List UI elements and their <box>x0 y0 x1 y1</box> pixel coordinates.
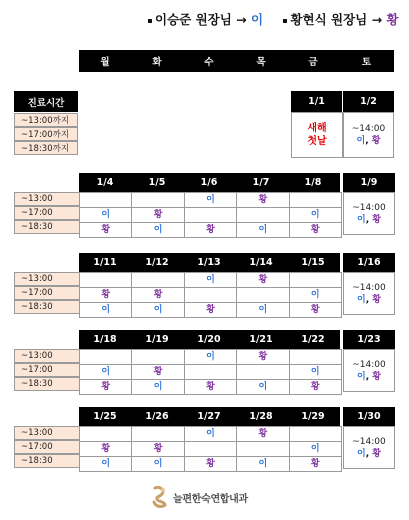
schedule-cell: 이 <box>132 380 184 395</box>
hours-item: ~18:30까지 <box>14 141 78 155</box>
doctor-code: 황 <box>371 136 381 146</box>
doctor-code: 황 <box>372 371 381 382</box>
time-slot-label: ~18:30 <box>14 220 80 234</box>
schedule-cell <box>132 193 184 208</box>
weekday-header-bar <box>79 50 394 72</box>
clinic-logo-icon <box>151 486 169 508</box>
schedule-cell: 황 <box>184 380 236 395</box>
date-header: 1/22 <box>301 334 325 345</box>
table-row <box>80 288 342 303</box>
weekday-mon: 월 <box>100 57 110 68</box>
schedule-cell: 황 <box>80 288 132 303</box>
saturday-cell <box>343 192 395 235</box>
schedule-cell <box>80 350 132 365</box>
doctor-code: 이 <box>356 136 366 146</box>
weekday-tue: 화 <box>152 57 162 68</box>
separator: , <box>365 448 370 459</box>
schedule-cell <box>289 273 341 288</box>
clinic-name: 늘편한숙연합내과 <box>173 493 248 505</box>
schedule-cell: 황 <box>80 442 132 457</box>
schedule-cell: 황 <box>132 208 184 223</box>
schedule-cell: 이 <box>184 427 236 442</box>
schedule-cell <box>237 365 289 380</box>
saturday-cell <box>343 426 395 469</box>
schedule-cell <box>289 350 341 365</box>
schedule-cell: 황 <box>289 457 341 472</box>
schedule-cell: 황 <box>289 223 341 238</box>
schedule-cell: 이 <box>237 303 289 318</box>
week-block <box>14 407 395 470</box>
schedule-cell: 황 <box>184 457 236 472</box>
schedule-cell: 황 <box>184 223 236 238</box>
schedule-cell <box>289 427 341 442</box>
date-header: 1/2 <box>343 91 394 112</box>
date-header: 1/28 <box>249 411 273 422</box>
bullet-square-icon <box>283 19 287 23</box>
week-date-header <box>79 330 340 349</box>
schedule-cell: 황 <box>237 350 289 365</box>
legend-code-hwang: 황 <box>386 12 399 27</box>
time-slot-label: ~13:00 <box>14 426 80 440</box>
table-row <box>80 427 342 442</box>
doctor-code: 이 <box>357 294 366 305</box>
schedule-grid <box>79 349 342 395</box>
schedule-grid <box>79 192 342 238</box>
date-header: 1/7 <box>252 177 270 188</box>
schedule-cell: 황 <box>132 288 184 303</box>
legend-doctor-hwang: 황현식 원장님 → <box>290 12 383 27</box>
date-header: 1/14 <box>249 257 273 268</box>
schedule-cell: 이 <box>184 350 236 365</box>
table-row <box>80 365 342 380</box>
bullet-square-icon <box>148 19 152 23</box>
date-header: 1/30 <box>343 407 395 426</box>
time-slot-label: ~17:00 <box>14 440 80 454</box>
week-date-header <box>79 253 340 272</box>
saturday-hours: ~14:00 <box>351 124 386 134</box>
schedule-cell: 이 <box>289 442 341 457</box>
legend-doctor-lee: 이승준 원장님 → <box>155 12 247 27</box>
schedule-cell: 황 <box>80 380 132 395</box>
table-row <box>80 303 342 318</box>
hours-item: ~17:00까지 <box>14 127 78 141</box>
date-header: 1/15 <box>301 257 325 268</box>
date-header: 1/25 <box>93 411 117 422</box>
saturday-hours: ~14:00 <box>352 282 386 293</box>
schedule-cell: 이 <box>132 303 184 318</box>
schedule-cell <box>184 288 236 303</box>
schedule-cell <box>184 208 236 223</box>
schedule-cell <box>289 193 341 208</box>
saturday-cell <box>343 272 395 315</box>
schedule-cell: 황 <box>237 273 289 288</box>
schedule-cell: 이 <box>184 273 236 288</box>
hours-item: ~13:00까지 <box>14 113 78 127</box>
schedule-cell: 이 <box>132 223 184 238</box>
doctor-code: 이 <box>357 448 366 459</box>
date-header: 1/4 <box>96 177 114 188</box>
doctor-code: 이 <box>357 214 366 225</box>
schedule-cell: 황 <box>237 193 289 208</box>
doctor-legend <box>148 10 409 28</box>
date-header: 1/5 <box>148 177 166 188</box>
schedule-cell: 황 <box>184 303 236 318</box>
schedule-cell <box>132 427 184 442</box>
schedule-cell: 황 <box>132 365 184 380</box>
weekday-sat: 토 <box>361 57 372 68</box>
date-header: 1/27 <box>197 411 221 422</box>
schedule-cell: 이 <box>237 457 289 472</box>
date-header: 1/12 <box>145 257 169 268</box>
table-row <box>80 193 342 208</box>
time-slot-label: ~18:30 <box>14 454 80 468</box>
schedule-cell <box>80 427 132 442</box>
clinic-logo <box>151 486 248 508</box>
schedule-cell: 이 <box>289 365 341 380</box>
holiday-cell <box>291 112 343 158</box>
doctor-code: 황 <box>372 214 381 225</box>
week-block <box>14 173 395 236</box>
saturday-cell <box>343 349 395 392</box>
time-slot-label: ~13:00 <box>14 192 80 206</box>
time-slot-label: ~18:30 <box>14 300 80 314</box>
schedule-cell <box>184 442 236 457</box>
date-header: 1/20 <box>197 334 221 345</box>
table-row <box>80 208 342 223</box>
date-header: 1/13 <box>197 257 221 268</box>
date-header: 1/26 <box>145 411 169 422</box>
date-header: 1/29 <box>301 411 325 422</box>
weekday-wed: 수 <box>204 57 214 68</box>
weekday-fri: 금 <box>308 57 318 68</box>
separator: , <box>365 371 370 382</box>
schedule-cell <box>132 350 184 365</box>
schedule-cell: 황 <box>289 303 341 318</box>
schedule-cell <box>132 273 184 288</box>
time-slot-label: ~17:00 <box>14 363 80 377</box>
time-slot-label: ~18:30 <box>14 377 80 391</box>
date-header: 1/18 <box>93 334 117 345</box>
hours-list <box>14 113 78 157</box>
legend-item-lee <box>148 12 267 27</box>
schedule-cell: 황 <box>237 427 289 442</box>
date-header: 1/6 <box>200 177 218 188</box>
saturday-hours: ~14:00 <box>352 359 386 370</box>
holiday-label: 새해 <box>307 123 327 134</box>
schedule-cell: 이 <box>237 380 289 395</box>
schedule-cell: 이 <box>237 223 289 238</box>
separator: , <box>365 294 370 305</box>
time-slot-label: ~13:00 <box>14 272 80 286</box>
week-date-header <box>79 407 340 426</box>
week-block <box>14 330 395 393</box>
date-header: 1/16 <box>343 253 395 272</box>
schedule-cell <box>237 208 289 223</box>
date-header: 1/11 <box>93 257 117 268</box>
schedule-cell: 이 <box>184 193 236 208</box>
doctor-code: 황 <box>372 448 381 459</box>
legend-code-lee: 이 <box>251 12 264 27</box>
table-row <box>80 442 342 457</box>
table-row <box>80 457 342 472</box>
doctor-code: 황 <box>372 294 381 305</box>
doctor-code: 이 <box>357 371 366 382</box>
schedule-grid <box>79 426 342 472</box>
date-header: 1/9 <box>343 173 395 192</box>
schedule-cell <box>80 193 132 208</box>
week-date-header <box>79 173 340 192</box>
time-slot-label: ~13:00 <box>14 349 80 363</box>
schedule-cell <box>80 273 132 288</box>
schedule-cell: 이 <box>80 303 132 318</box>
schedule-cell: 이 <box>80 457 132 472</box>
date-header: 1/8 <box>304 177 322 188</box>
separator: , <box>365 136 369 146</box>
time-slot-label: ~17:00 <box>14 286 80 300</box>
date-header: 1/21 <box>249 334 273 345</box>
schedule-cell: 이 <box>289 288 341 303</box>
schedule-cell: 이 <box>80 208 132 223</box>
table-row <box>80 273 342 288</box>
schedule-cell <box>184 365 236 380</box>
saturday-hours: ~14:00 <box>352 436 386 447</box>
saturday-cell <box>343 112 394 158</box>
hours-title: 진료시간 <box>14 91 78 112</box>
legend-item-hwang <box>283 12 398 27</box>
schedule-cell: 황 <box>289 380 341 395</box>
schedule-grid <box>79 272 342 318</box>
separator: , <box>365 214 370 225</box>
saturday-hours: ~14:00 <box>352 202 386 213</box>
table-row <box>80 350 342 365</box>
weekday-thu: 목 <box>256 57 266 68</box>
schedule-cell <box>237 288 289 303</box>
holiday-label: 첫날 <box>307 136 327 147</box>
schedule-cell: 이 <box>289 208 341 223</box>
table-row <box>80 223 342 238</box>
week-block <box>14 253 395 316</box>
table-row <box>80 380 342 395</box>
schedule-cell <box>237 442 289 457</box>
schedule-cell: 황 <box>132 442 184 457</box>
date-header: 1/1 <box>291 91 342 112</box>
date-header: 1/23 <box>343 330 395 349</box>
schedule-cell: 이 <box>132 457 184 472</box>
date-header: 1/19 <box>145 334 169 345</box>
time-slot-label: ~17:00 <box>14 206 80 220</box>
schedule-cell: 황 <box>80 223 132 238</box>
schedule-cell: 이 <box>80 365 132 380</box>
